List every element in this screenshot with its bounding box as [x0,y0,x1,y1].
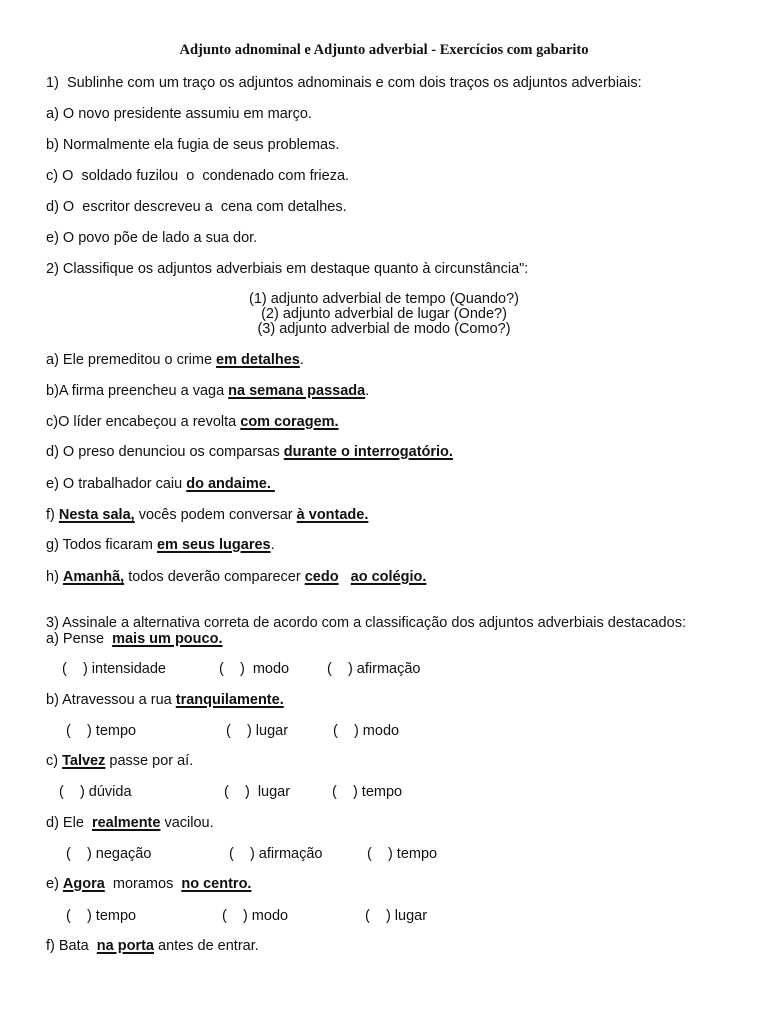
q2-item-h [46,569,426,585]
q3-item-c [46,753,193,769]
q3-e-option-1[interactable]: ( ) tempo [66,908,137,924]
q3-c-end: passe por aí. [105,753,194,769]
q2-a-text: a) Ele premeditou o crime [46,352,217,368]
q3-f-highlight: na porta [96,938,154,954]
q2-item-g [46,537,275,553]
q3-c-option-1[interactable]: ( ) dúvida [59,784,132,800]
q1-item-e: e) O povo põe de lado a sua dor. [46,230,258,246]
q3-b-option-1[interactable]: ( ) tempo [66,723,137,739]
q3-item-e [46,876,251,892]
q1-item-c: c) O soldado fuzilou o condenado com frieza. [46,168,350,184]
q3-d-end: vacilou. [160,815,214,831]
q3-a-text: a) Pense [46,631,113,647]
q3-e-option-3[interactable]: ( ) lugar [365,908,428,924]
q3-a-option-2[interactable]: ( ) modo [219,661,290,677]
q2-item-b [46,383,369,399]
q3-a-option-3[interactable]: ( ) afirmação [327,661,421,677]
q2-legend-3: (3) adjunto adverbial de modo (Como?) [257,321,511,337]
q2-h-text: h) [46,569,63,585]
q3-d-highlight: realmente [91,815,161,831]
q3-e-highlight-2: no centro. [181,876,252,892]
q1-item-b: b) Normalmente ela fugia de seus problemas. [46,137,340,153]
q3-item-a [46,631,222,647]
q3-e-text: e) [46,876,63,892]
q3-d-text: d) Ele [46,815,92,831]
q2-item-f [46,507,368,523]
question-1-prompt: 1) Sublinhe com um traço os adjuntos adnominais e com dois traços os adjuntos adverbiais: [46,75,642,91]
q1-item-d: d) O escritor descreveu a cena com detalhes. [46,199,347,215]
q3-c-highlight: Talvez [62,753,106,769]
q3-b-highlight: tranquilamente. [175,692,284,708]
q2-e-text: e) O trabalhador caiu [46,476,187,492]
q2-d-text: d) O preso denunciou os comparsas [46,444,284,460]
q3-a-option-1[interactable]: ( ) intensidade [62,661,166,677]
q2-c-highlight: com coragem. [240,414,339,430]
q2-f-highlight-2: à vontade. [296,507,369,523]
q3-b-option-3[interactable]: ( ) modo [333,723,400,739]
q2-legend-2: (2) adjunto adverbial de lugar (Onde?) [261,306,507,322]
q2-c-text: c)O líder encabeçou a revolta [46,414,241,430]
q3-e-option-2[interactable]: ( ) modo [222,908,289,924]
q3-b-option-2[interactable]: ( ) lugar [226,723,289,739]
question-2-prompt: 2) Classifique os adjuntos adverbiais em destaque quanto à circunstância": [46,261,529,277]
q2-g-end: . [270,537,275,553]
q2-e-highlight: do andaime. [186,476,275,492]
q2-item-d [46,444,453,460]
q2-b-highlight: na semana passada [228,383,366,399]
q3-a-highlight: mais um pouco. [112,631,223,647]
q3-c-option-3[interactable]: ( ) tempo [332,784,403,800]
q3-item-b [46,692,284,708]
q2-a-highlight: em detalhes [216,352,300,368]
q2-h-highlight-3: ao colégio. [350,569,427,585]
q2-h-middle: todos deverão comparecer [124,569,305,585]
document-title: Adjunto adnominal e Adjunto adverbial - Exercícios com gabarito [179,42,589,58]
q3-d-option-3[interactable]: ( ) tempo [367,846,438,862]
q3-e-highlight-1: Agora [62,876,105,892]
q2-b-end: . [365,383,370,399]
q2-f-middle: vocês podem conversar [134,507,297,523]
q2-item-c [46,414,339,430]
q3-d-option-2[interactable]: ( ) afirmação [229,846,323,862]
q2-h-spacer [339,569,351,585]
q2-item-a [46,352,304,368]
q3-f-text: f) Bata [46,938,97,954]
q2-h-highlight-1: Amanhã, [62,569,125,585]
q1-item-a: a) O novo presidente assumiu em março. [46,106,312,122]
q2-a-end: . [299,352,304,368]
q3-item-f [46,938,259,954]
q2-h-highlight-2: cedo [304,569,339,585]
q3-d-option-1[interactable]: ( ) negação [66,846,152,862]
q3-b-text: b) Atravessou a rua [46,692,176,708]
q2-f-highlight-1: Nesta sala, [58,507,135,523]
q2-g-text: g) Todos ficaram [46,537,157,553]
q3-c-option-2[interactable]: ( ) lugar [224,784,291,800]
q2-legend-1: (1) adjunto adverbial de tempo (Quando?) [248,291,520,307]
q2-f-text: f) [46,507,59,523]
q2-b-text: b)A firma preencheu a vaga [46,383,229,399]
q3-item-d [46,815,214,831]
q2-item-e [46,476,275,492]
q2-g-highlight: em seus lugares [156,537,271,553]
q3-f-end: antes de entrar. [153,938,259,954]
question-3-prompt: 3) Assinale a alternativa correta de acordo com a classificação dos adjuntos adverbiais destacados: [46,615,686,631]
q3-c-text: c) [46,753,63,769]
q3-e-middle: moramos [104,876,182,892]
q2-d-highlight: durante o interrogatório. [283,444,453,460]
